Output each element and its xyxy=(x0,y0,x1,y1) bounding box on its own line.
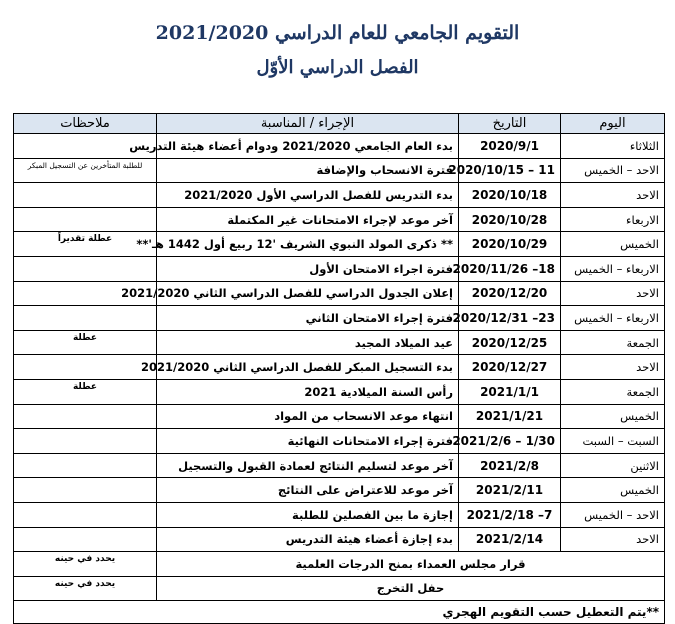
cell-date: 7– 2021/2/18 xyxy=(459,502,561,527)
cell-day: الاحد – الخميس xyxy=(561,502,665,527)
cell-day: الاحد xyxy=(561,355,665,380)
cell-note: للطلبة المتأخرين عن التسجيل المبكر xyxy=(14,158,157,183)
cell-event: آخر موعد لإجراء الامتحانات غير المكتملة xyxy=(157,207,459,232)
cell-date: 2020/12/20 xyxy=(459,281,561,306)
cell-event: فترة اجراء الامتحان الأول xyxy=(157,256,459,281)
cell-day: الاحد xyxy=(561,527,665,552)
cell-day: الاربعاء – الخميس xyxy=(561,306,665,331)
table-row xyxy=(14,232,665,257)
cell-note xyxy=(14,183,157,208)
table-row xyxy=(14,281,665,306)
cell-date: 18– 2020/11/26 xyxy=(459,256,561,281)
cell-date: 2020/10/18 xyxy=(459,183,561,208)
table-row-span xyxy=(14,552,665,577)
cell-date: 23– 2020/12/31 xyxy=(459,306,561,331)
cell-day: الاربعاء xyxy=(561,207,665,232)
cell-date: 1/30 – 2021/2/6 xyxy=(459,429,561,454)
cell-event: بدء التسجيل المبكر للفصل الدراسي الثاني 2021/2020 xyxy=(157,355,459,380)
table-row xyxy=(14,478,665,503)
cell-event: بدء التدريس للفصل الدراسي الأول 2021/2020 xyxy=(157,183,459,208)
cell-event: إعلان الجدول الدراسي للفصل الدراسي الثاني 2021/2020 xyxy=(157,281,459,306)
table-row xyxy=(14,306,665,331)
page-title: التقويم الجامعي للعام الدراسي 2021/2020 xyxy=(155,22,520,44)
cell-event: عيد الميلاد المجيد xyxy=(157,330,459,355)
cell-note: عطلة xyxy=(14,379,157,404)
cell-event: حفل التخرج xyxy=(157,576,665,601)
table-row xyxy=(14,183,665,208)
cell-date: 2021/2/11 xyxy=(459,478,561,503)
cell-note: عطلة تقديراً xyxy=(14,232,157,257)
cell-note: عطلة xyxy=(14,330,157,355)
cell-note: يحدد في حينه xyxy=(14,576,157,601)
table-row xyxy=(14,453,665,478)
cell-note xyxy=(14,355,157,380)
cell-day: الجمعة xyxy=(561,379,665,404)
cell-date: 2021/2/14 xyxy=(459,527,561,552)
cell-event: فترة الانسحاب والإضافة xyxy=(157,158,459,183)
cell-day: الاحد – الخميس xyxy=(561,158,665,183)
table-row xyxy=(14,527,665,552)
table-row xyxy=(14,502,665,527)
cell-date: 2021/2/8 xyxy=(459,453,561,478)
table-row xyxy=(14,355,665,380)
cell-day: الخميس xyxy=(561,404,665,429)
cell-event: إجازة ما بين الفصلين للطلبة xyxy=(157,502,459,527)
cell-date: 11 – 2020/10/15 xyxy=(459,158,561,183)
header-event: الإجراء / المناسبة xyxy=(157,114,459,134)
cell-note xyxy=(14,256,157,281)
cell-event: انتهاء موعد الانسحاب من المواد xyxy=(157,404,459,429)
cell-event: آخر موعد للاعتراض على النتائج xyxy=(157,478,459,503)
calendar-table xyxy=(13,113,665,624)
page-subtitle: الفصل الدراسي الأوّل xyxy=(256,57,419,78)
cell-note xyxy=(14,429,157,454)
table-row xyxy=(14,256,665,281)
table-row-span xyxy=(14,576,665,601)
table-row xyxy=(14,404,665,429)
cell-day: الاثنين xyxy=(561,453,665,478)
footnote-row xyxy=(14,601,665,624)
table-row xyxy=(14,429,665,454)
cell-date: 2020/9/1 xyxy=(459,134,561,159)
table-row xyxy=(14,207,665,232)
header-day: اليوم xyxy=(561,114,665,134)
cell-note xyxy=(14,453,157,478)
table-row xyxy=(14,330,665,355)
cell-day: الثلاثاء xyxy=(561,134,665,159)
header-date: التاريخ xyxy=(459,114,561,134)
cell-day: الخميس xyxy=(561,232,665,257)
cell-date: 2020/10/28 xyxy=(459,207,561,232)
header-notes: ملاحظات xyxy=(14,114,157,134)
cell-note xyxy=(14,502,157,527)
table-row xyxy=(14,134,665,159)
cell-note xyxy=(14,306,157,331)
cell-note xyxy=(14,527,157,552)
cell-day: الاحد xyxy=(561,183,665,208)
cell-note xyxy=(14,478,157,503)
cell-event: بدء إجازة أعضاء هيئة التدريس xyxy=(157,527,459,552)
cell-date: 2020/12/25 xyxy=(459,330,561,355)
cell-note xyxy=(14,404,157,429)
cell-date: 2020/12/27 xyxy=(459,355,561,380)
footnote: **يتم التعطيل حسب التقويم الهجري xyxy=(14,601,665,624)
cell-event: فترة إجراء الامتحانات النهائية xyxy=(157,429,459,454)
cell-day: الاربعاء – الخميس xyxy=(561,256,665,281)
table-header-row xyxy=(14,114,665,134)
cell-note xyxy=(14,207,157,232)
table-row xyxy=(14,379,665,404)
cell-event: قرار مجلس العمداء بمنح الدرجات العلمية xyxy=(157,552,665,577)
cell-event: رأس السنة الميلادية 2021 xyxy=(157,379,459,404)
cell-note: يحدد في حينه xyxy=(14,552,157,577)
cell-day: الخميس xyxy=(561,478,665,503)
cell-day: الاحد xyxy=(561,281,665,306)
cell-event: آخر موعد لتسليم النتائج لعمادة القبول والتسجيل xyxy=(157,453,459,478)
cell-event: فترة إجراء الامتحان الثاني xyxy=(157,306,459,331)
cell-date: 2021/1/1 xyxy=(459,379,561,404)
cell-date: 2021/1/21 xyxy=(459,404,561,429)
cell-date: 2020/10/29 xyxy=(459,232,561,257)
table-row xyxy=(14,158,665,183)
cell-event: ** ذكرى المولد النبوي الشريف '12 ربيع أول 1442 هـ'** xyxy=(157,232,459,257)
cell-event: بدء العام الجامعي 2021/2020 ودوام أعضاء هيئة التدريس xyxy=(157,134,459,159)
cell-day: الجمعة xyxy=(561,330,665,355)
cell-day: السبت – السبت xyxy=(561,429,665,454)
